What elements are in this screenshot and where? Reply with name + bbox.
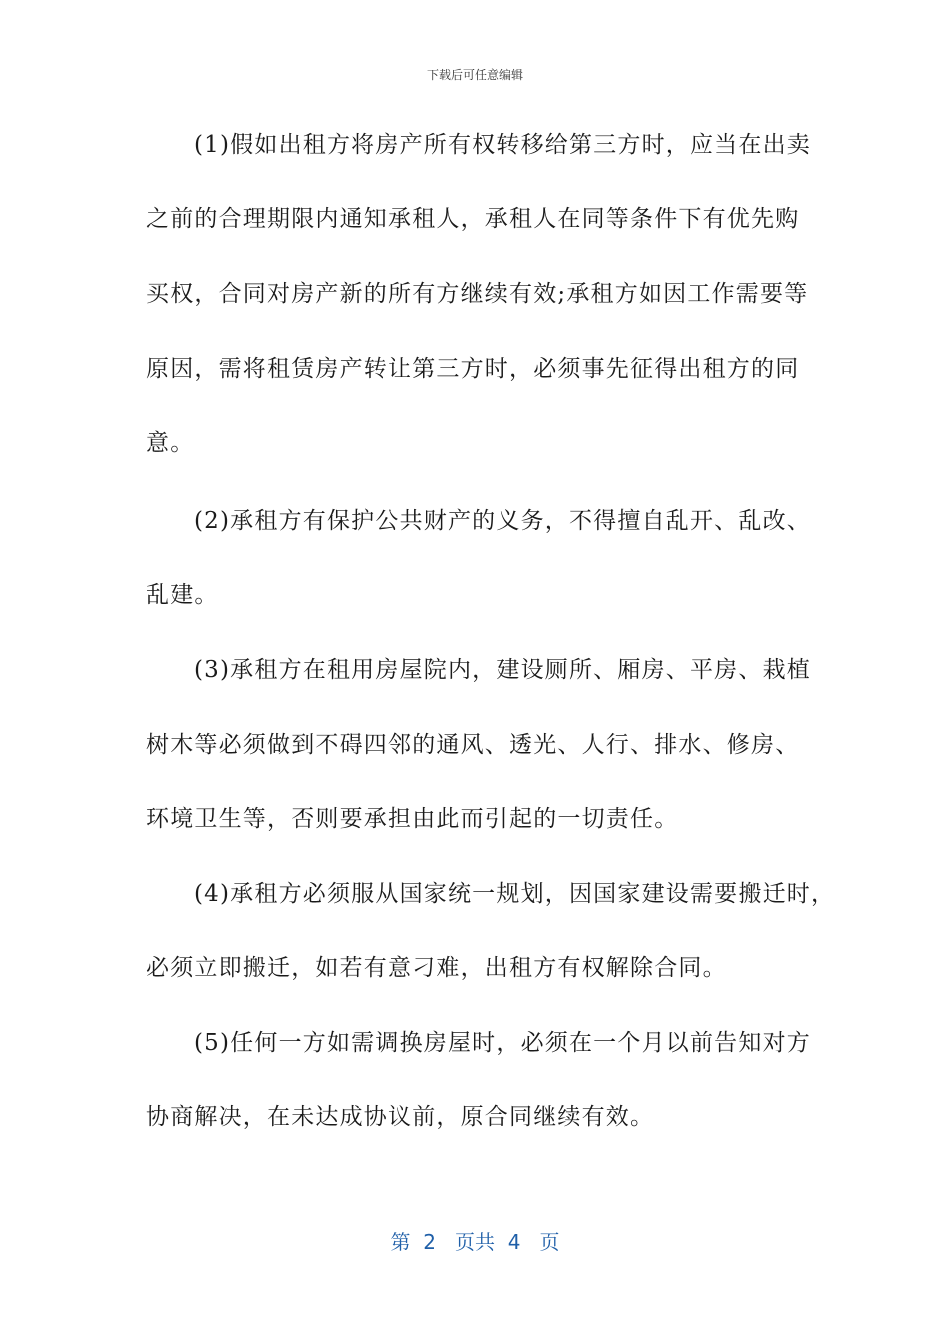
header-note: 下载后可任意编辑 (426, 68, 523, 82)
paragraph-1-line-2: 之前的合理期限内通知承租人，承租人在同等条件下有优先购 (146, 206, 800, 232)
paragraph-2-line-1: (2)承租方有保护公共财产的义务，不得擅自乱开、乱改、 (194, 508, 811, 534)
footer-middle: 页共 (455, 1230, 495, 1254)
footer-current-page: 2 (423, 1230, 436, 1254)
paragraph-4-line-1: (4)承租方必须服从国家统一规划，因国家建设需要搬迁时， (194, 881, 836, 907)
footer-suffix: 页 (539, 1230, 560, 1254)
paragraph-3-line-2: 树木等必须做到不碍四邻的通风、透光、人行、排水、修房、 (146, 732, 800, 758)
footer-total-pages: 4 (507, 1230, 521, 1254)
paragraph-3-line-1: (3)承租方在租用房屋院内，建设厕所、厢房、平房、栽植 (194, 657, 811, 683)
paragraph-5-line-2: 协商解决，在未达成协议前，原合同继续有效。 (146, 1104, 655, 1130)
paragraph-1-line-1: (1)假如出租方将房产所有权转移给第三方时，应当在出卖 (194, 132, 811, 158)
paragraph-1-line-4: 原因，需将租赁房产转让第三方时，必须事先征得出租方的同 (146, 356, 800, 382)
paragraph-3-line-3: 环境卫生等，否则要承担由此而引起的一切责任。 (146, 806, 679, 832)
paragraph-1-line-5: 意。 (146, 430, 195, 456)
paragraph-5-line-1: (5)任何一方如需调换房屋时，必须在一个月以前告知对方 (194, 1030, 811, 1056)
paragraph-1-line-3: 买权，合同对房产新的所有方继续有效;承租方如因工作需要等 (146, 281, 809, 307)
footer-prefix: 第 (390, 1230, 411, 1254)
paragraph-4-line-2: 必须立即搬迁，如若有意刁难，出租方有权解除合同。 (146, 955, 727, 981)
paragraph-2-line-2: 乱建。 (146, 582, 219, 608)
page-footer (0, 1226, 950, 1255)
